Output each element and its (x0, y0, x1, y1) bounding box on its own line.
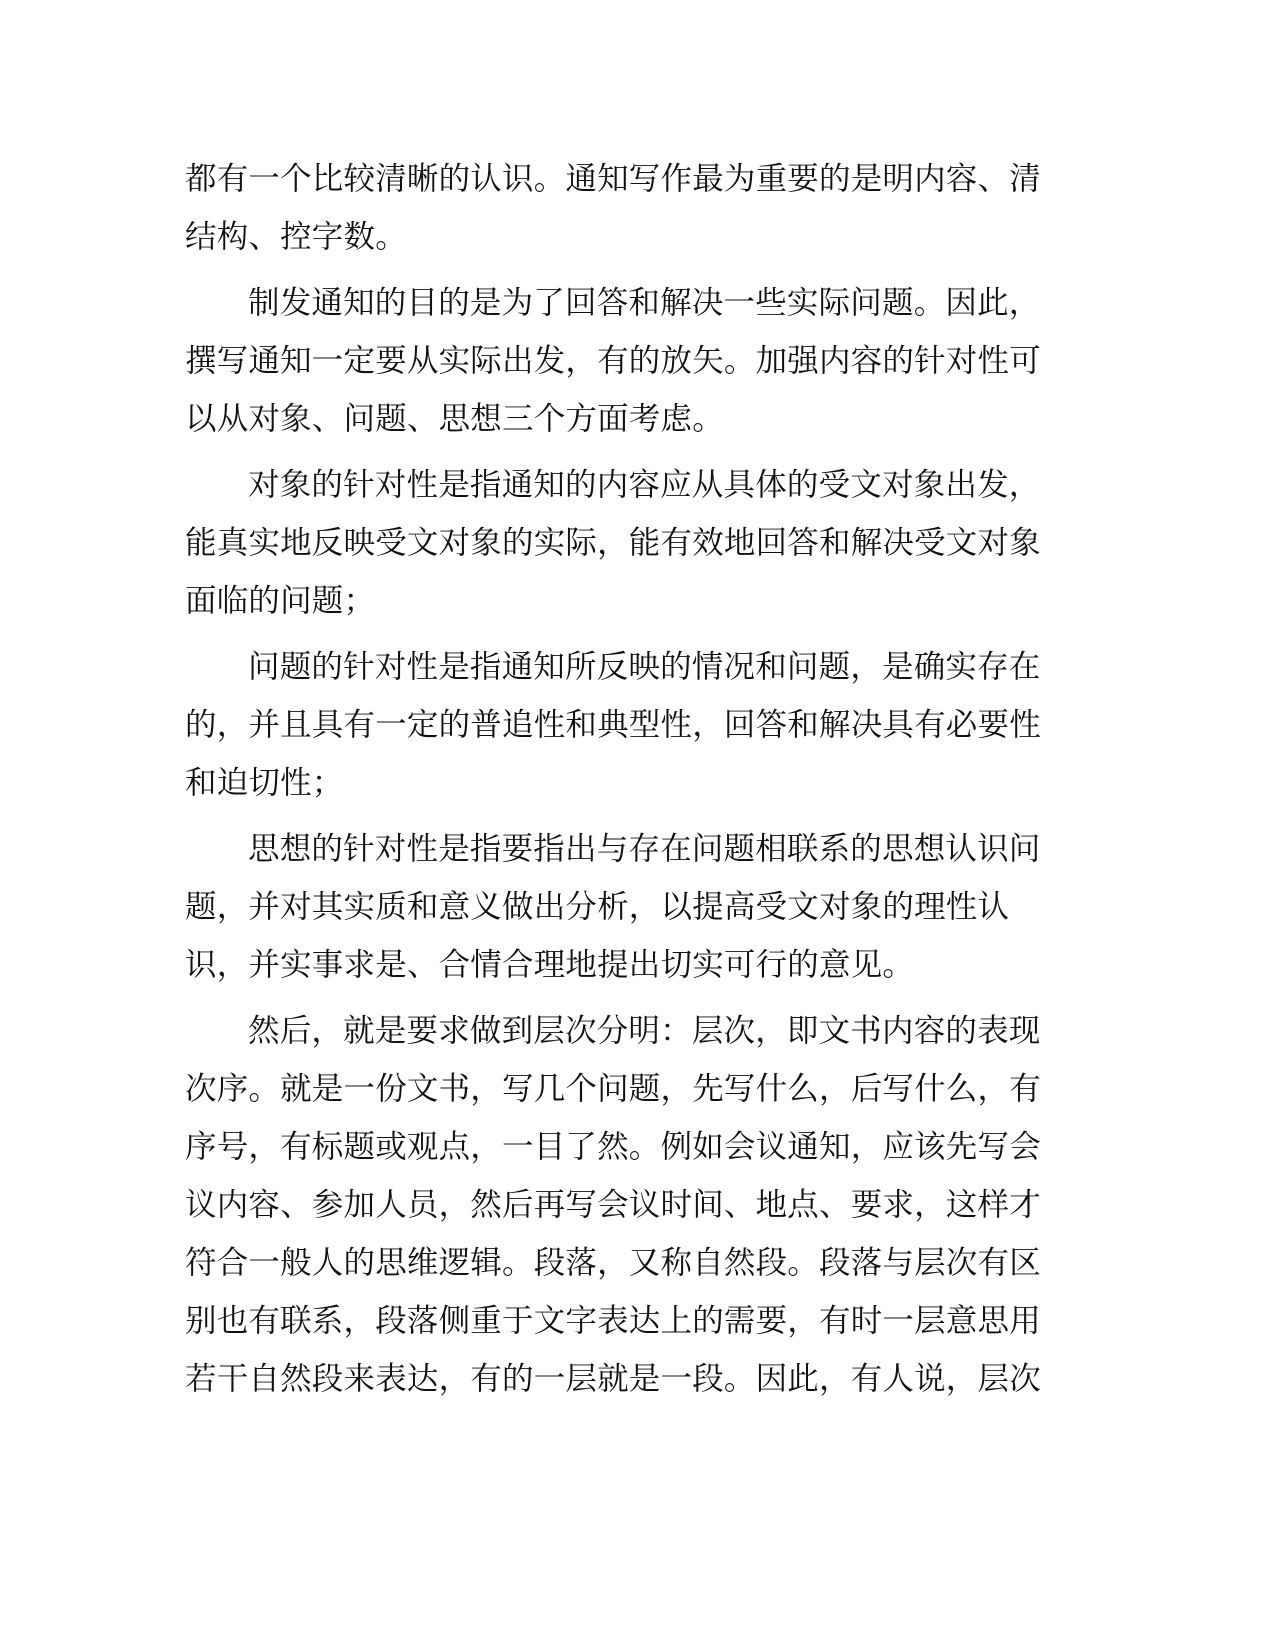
paragraph (185, 150, 1085, 266)
paragraph (185, 1002, 1085, 1408)
paragraph (185, 274, 1085, 448)
text-line: 序号，有标题或观点，一目了然。例如会议通知，应该先写会 (185, 1129, 1041, 1165)
text-line: 题，并对其实质和意义做出分析，以提高受文对象的理性认 (185, 889, 1010, 925)
text-line: 都有一个比较清晰的认识。通知写作最为重要的是明内容、清 (185, 161, 1041, 197)
text-line: 面临的问题； (185, 583, 376, 619)
text-line: 问题的针对性是指通知所反映的情况和问题，是确实存在 (248, 649, 1041, 685)
text-line: 能真实地反映受文对象的实际，能有效地回答和解决受文对象 (185, 525, 1041, 561)
paragraph (185, 456, 1085, 630)
text-line: 别也有联系，段落侧重于文字表达上的需要，有时一层意思用 (185, 1303, 1041, 1339)
text-line: 若干自然段来表达，有的一层就是一段。因此，有人说，层次 (185, 1361, 1041, 1397)
text-line: 次序。就是一份文书，写几个问题，先写什么，后写什么，有 (185, 1071, 1041, 1107)
text-line: 撰写通知一定要从实际出发，有的放矢。加强内容的针对性可 (185, 343, 1041, 379)
text-line: 结构、控字数。 (185, 219, 407, 255)
text-line: 对象的针对性是指通知的内容应从具体的受文对象出发， (248, 467, 1041, 503)
text-line: 以从对象、问题、思想三个方面考虑。 (185, 401, 724, 437)
document-body (185, 150, 1085, 1416)
text-line: 的，并且具有一定的普追性和典型性，回答和解决具有必要性 (185, 707, 1041, 743)
text-line: 制发通知的目的是为了回答和解决一些实际问题。因此， (248, 285, 1041, 321)
text-line: 然后，就是要求做到层次分明：层次，即文书内容的表现 (248, 1013, 1041, 1049)
text-line: 和迫切性； (185, 765, 344, 801)
text-line: 符合一般人的思维逻辑。段落，又称自然段。段落与层次有区 (185, 1245, 1041, 1281)
text-line: 思想的针对性是指要指出与存在问题相联系的思想认识问 (248, 831, 1041, 867)
text-line: 识，并实事求是、合情合理地提出切实可行的意见。 (185, 947, 915, 983)
text-line: 议内容、参加人员，然后再写会议时间、地点、要求，这样才 (185, 1187, 1041, 1223)
paragraph (185, 638, 1085, 812)
paragraph (185, 820, 1085, 994)
